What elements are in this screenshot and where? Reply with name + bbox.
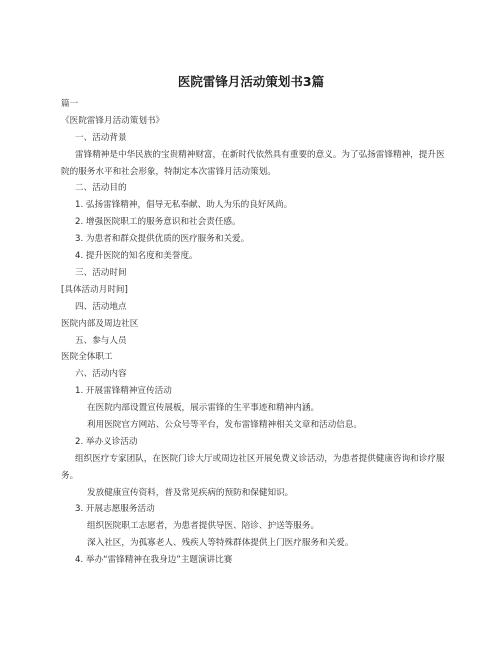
section-paragraph-background: 雷锋精神是中华民族的宝贵精神财富，在新时代依然具有重要的意义。为了弘扬雷锋精神，提升医院的服务水平和社会形象，特制定本次雷锋月活动策划。 (61, 149, 445, 177)
section-heading-time: 三、活动时间 (75, 267, 127, 278)
section-heading-location: 四、活动地点 (75, 301, 127, 312)
content-heading-2: 2. 举办义诊活动 (75, 436, 138, 447)
content-3-line-1: 组织医院职工志愿者，为患者提供导医、陪诊、护送等服务。 (87, 521, 320, 532)
section-heading-purpose: 二、活动目的 (75, 183, 127, 194)
content-heading-4: 4. 举办“雷锋精神在我身边”主题演讲比赛 (75, 555, 233, 566)
purpose-item-2: 2. 增强医院职工的服务意识和社会责任感。 (75, 217, 241, 228)
content-heading-1: 1. 开展雷锋精神宣传活动 (75, 386, 172, 397)
section-value-time: [具体活动月时间] (61, 284, 128, 295)
purpose-item-1: 1. 弘扬雷锋精神，倡导无私奉献、助人为乐的良好风尚。 (75, 200, 293, 211)
document-name: 《医院雷锋月活动策划书》 (61, 115, 165, 126)
section-heading-content: 六、活动内容 (75, 369, 127, 380)
section-heading-participants: 五、参与人员 (75, 335, 127, 346)
content-2-paragraph: 组织医疗专家团队，在医院门诊大厅或周边社区开展免费义诊活动，为患者提供健康咨询和诊疗服务。 (61, 453, 445, 481)
content-1-line-2: 利用医院官方网站、公众号等平台，发布雷锋精神相关文章和活动信息。 (87, 419, 363, 430)
purpose-item-3: 3. 为患者和群众提供优质的医疗服务和关爱。 (75, 234, 250, 245)
document-title: 医院雷锋月活动策划书3篇 (177, 74, 325, 89)
content-2-line-2: 发放健康宣传资料，普及常见疾病的预防和保健知识。 (87, 487, 294, 498)
content-heading-3: 3. 开展志愿服务活动 (75, 504, 155, 515)
content-3-line-2: 深入社区，为孤寡老人、残疾人等特殊群体提供上门医疗服务和关爱。 (87, 538, 354, 549)
part-label: 篇一 (61, 99, 79, 109)
content-1-line-1: 在医院内部设置宣传展板，展示雷锋的生平事迹和精神内涵。 (87, 403, 320, 414)
section-heading-background: 一、活动背景 (75, 132, 127, 143)
section-value-participants: 医院全体职工 (61, 352, 113, 363)
section-value-location: 医院内部及周边社区 (61, 318, 139, 329)
document-body (61, 96, 451, 569)
purpose-item-4: 4. 提升医院的知名度和美誉度。 (75, 251, 198, 262)
